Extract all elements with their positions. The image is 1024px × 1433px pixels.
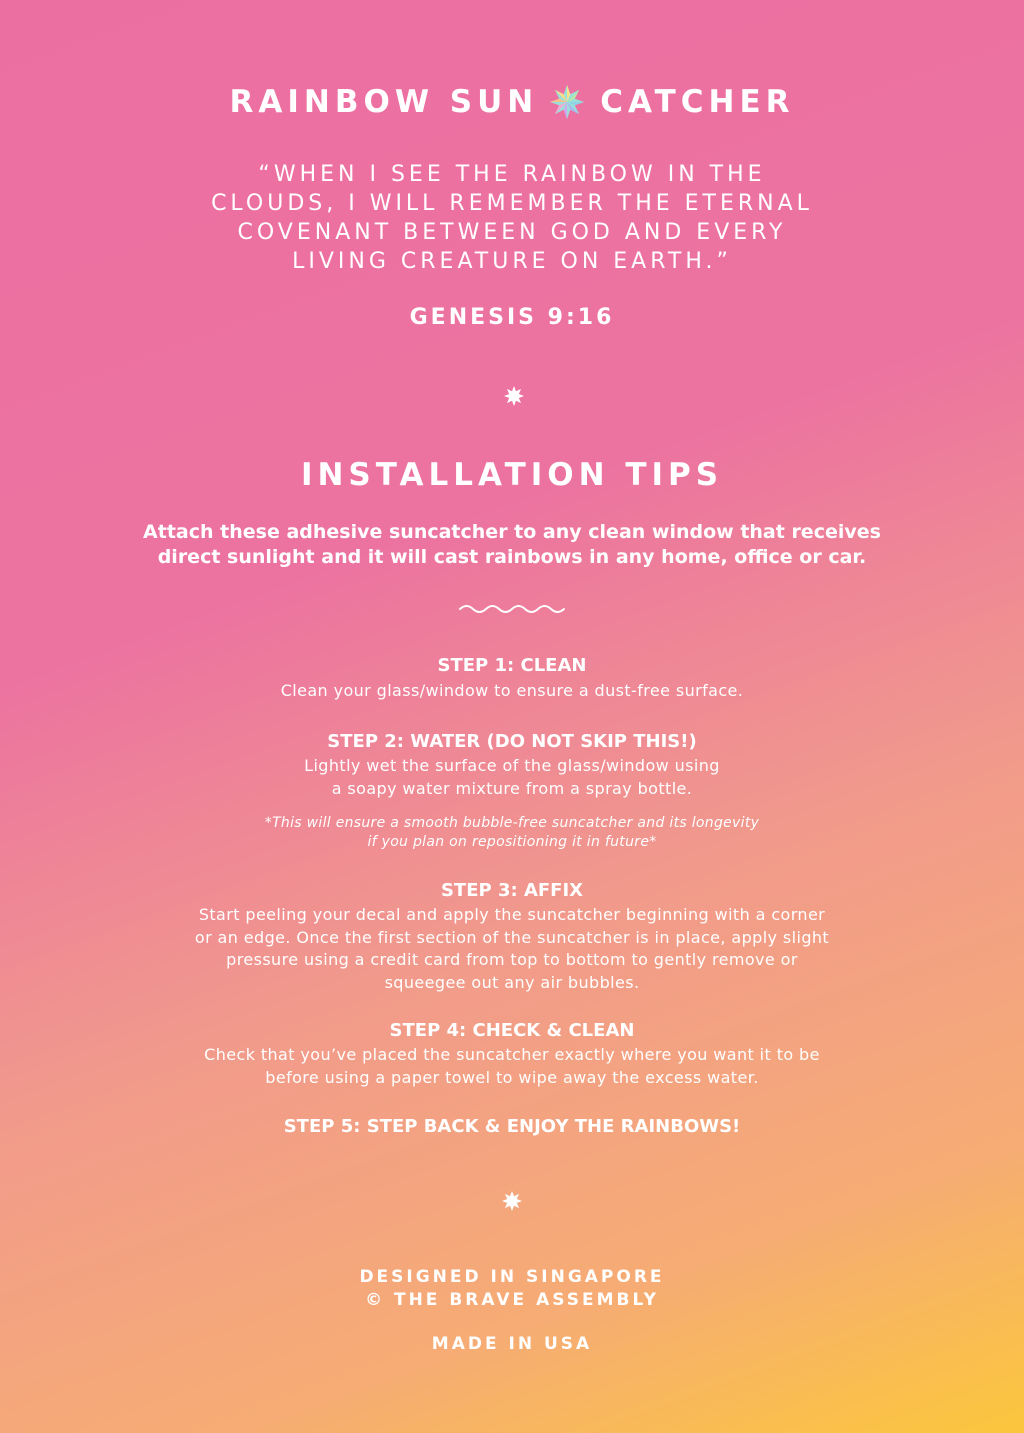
step-body-line: Lightly wet the surface of the glass/window using bbox=[304, 756, 720, 775]
step-4-body bbox=[0, 1044, 1024, 1089]
installation-intro bbox=[0, 520, 1024, 570]
product-title bbox=[0, 82, 1024, 122]
step-2-title: STEP 2: WATER (DO NOT SKIP THIS!) bbox=[327, 731, 697, 752]
rainbow-star-icon bbox=[548, 83, 586, 121]
product-title-right: CATCHER bbox=[600, 84, 795, 120]
product-title-left: RAINBOW SUN bbox=[229, 84, 539, 120]
step-body-line: squeegee out any air bubbles. bbox=[384, 972, 640, 992]
quote-reference: GENESIS 9:16 bbox=[409, 305, 615, 330]
quote-line: LIVING CREATURE ON EARTH.” bbox=[292, 249, 732, 274]
intro-line: direct sunlight and it will cast rainbows in any home, office or car. bbox=[157, 546, 867, 568]
quote-line: CLOUDS, I WILL REMEMBER THE ETERNAL bbox=[211, 191, 813, 216]
installation-heading: INSTALLATION TIPS bbox=[300, 457, 724, 493]
quote-line: COVENANT BETWEEN GOD AND EVERY bbox=[237, 220, 787, 245]
made-in-text: MADE IN USA bbox=[431, 1334, 593, 1354]
quote-line: “WHEN I SEE THE RAINBOW IN THE bbox=[258, 162, 766, 187]
step-body-line: before using a paper towel to wipe away the excess water. bbox=[265, 1067, 759, 1087]
copyright-text: © THE BRAVE ASSEMBLY bbox=[365, 1290, 659, 1310]
step-3-title: STEP 3: AFFIX bbox=[440, 880, 584, 901]
note-line: *This will ensure a smooth bubble-free suncatcher and its longevity bbox=[264, 815, 760, 831]
step-2-note bbox=[0, 814, 1024, 852]
step-body-line: Clean your glass/window to ensure a dust-free surface. bbox=[280, 681, 744, 700]
step-4-title: STEP 4: CHECK & CLEAN bbox=[389, 1020, 635, 1041]
step-body-line: Check that you’ve placed the suncatcher exactly where you want it to be bbox=[204, 1045, 820, 1064]
step-3-body bbox=[0, 904, 1024, 994]
step-body-line: a soapy water mixture from a spray bottle. bbox=[331, 778, 693, 798]
step-body-line: Start peeling your decal and apply the suncatcher beginning with a corner bbox=[198, 905, 826, 924]
step-body-line: pressure using a credit card from top to bottom to gently remove or bbox=[226, 950, 798, 969]
intro-line: Attach these adhesive suncatcher to any clean window that receives bbox=[143, 521, 881, 543]
step-5-title: STEP 5: STEP BACK & ENJOY THE RAINBOWS! bbox=[283, 1116, 741, 1137]
bible-quote bbox=[0, 160, 1024, 276]
star-divider-icon bbox=[503, 385, 525, 407]
star-divider-icon bbox=[501, 1190, 523, 1212]
step-2-body bbox=[0, 755, 1024, 800]
wave-divider-icon bbox=[458, 600, 566, 618]
step-1-body bbox=[0, 680, 1024, 703]
designed-in-text: DESIGNED IN SINGAPORE bbox=[359, 1267, 665, 1287]
step-1-title: STEP 1: CLEAN bbox=[437, 655, 587, 676]
note-line: if you plan on repositioning it in future* bbox=[367, 834, 657, 850]
step-body-line: or an edge. Once the first section of the suncatcher is in place, apply slight bbox=[194, 927, 830, 947]
